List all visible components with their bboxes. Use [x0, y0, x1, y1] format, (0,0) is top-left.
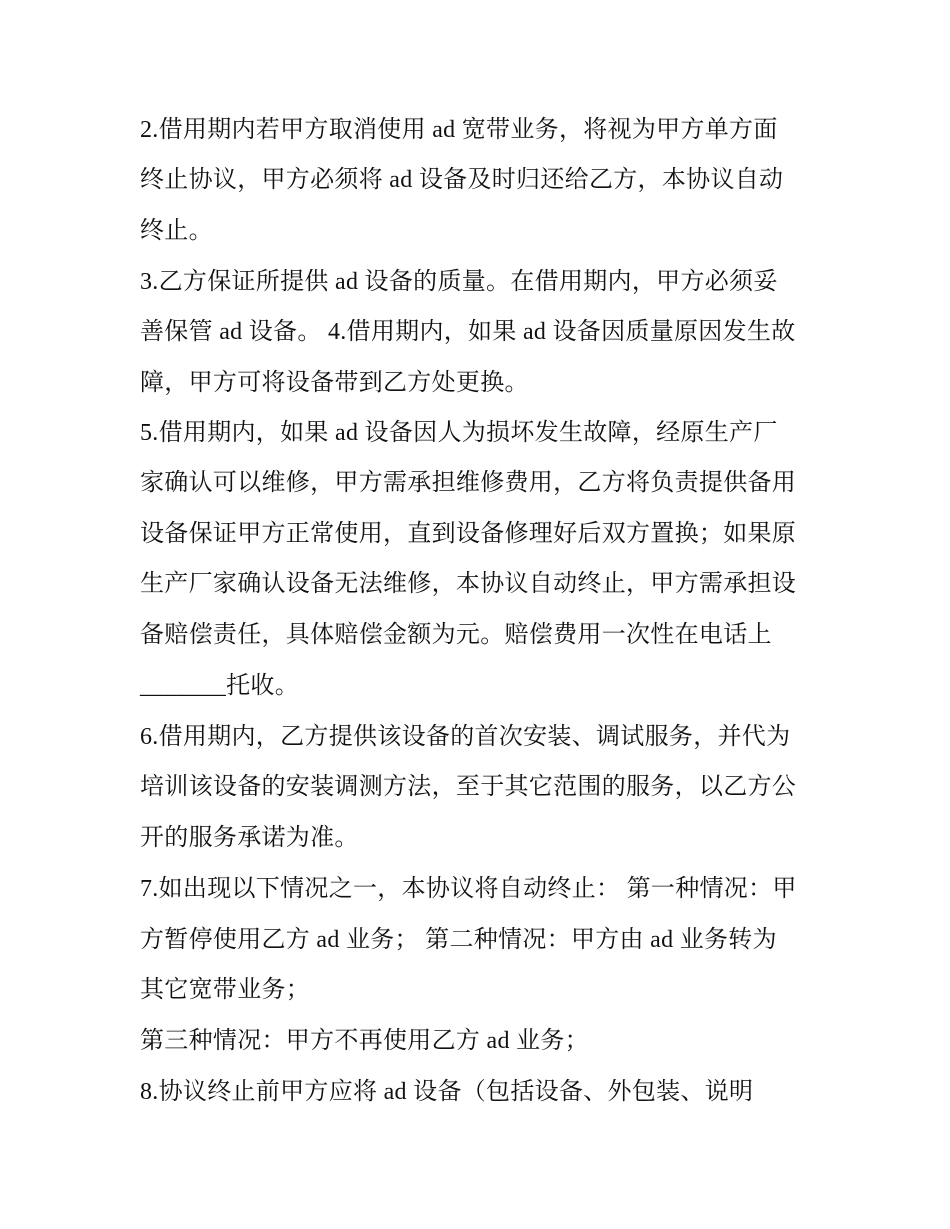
text-line: 8.协议终止前甲方应将 ad 设备（包括设备、外包装、说明 [140, 1079, 754, 1105]
text-line: 障，甲方可将设备带到乙方处更换。 [140, 370, 529, 396]
text-line: 2.借用期内若甲方取消使用 ad 宽带业务，将视为甲方单方面 [140, 117, 778, 143]
text-line: 方暂停使用乙方 ad 业务； 第二种情况：甲方由 ad 业务转为 [140, 927, 777, 953]
text-line: 设备保证甲方正常使用，直到设备修理好后双方置换；如果原 [140, 521, 797, 547]
text-line: 3.乙方保证所提供 ad 设备的质量。在借用期内，甲方必须妥 [140, 269, 778, 295]
text-line: 其它宽带业务； [140, 977, 311, 1003]
text-line: 第三种情况：甲方不再使用乙方 ad 业务； [140, 1028, 589, 1054]
text-line: 培训该设备的安装调测方法，至于其它范围的服务，以乙方公 [140, 774, 797, 800]
text-line: 家确认可以维修，甲方需承担维修费用，乙方将负责提供备用 [140, 470, 797, 496]
text-line: 6.借用期内，乙方提供该设备的首次安装、调试服务，并代为 [140, 724, 791, 750]
text-line: 终止协议，甲方必须将 ad 设备及时归还给乙方，本协议自动 [140, 167, 784, 193]
text-line: 终止。 [140, 218, 213, 244]
text-line: 5.借用期内，如果 ad 设备因人为损坏发生故障，经原生产厂 [140, 420, 778, 446]
text-line: 善保管 ad 设备。 4.借用期内，如果 ad 设备因质量原因发生故 [140, 319, 796, 345]
text-line: 7.如出现以下情况之一，本协议将自动终止： 第一种情况：甲 [140, 876, 797, 902]
text-line: _______托收。 [140, 673, 299, 699]
text-line: 开的服务承诺为准。 [140, 825, 359, 851]
text-line: 生产厂家确认设备无法维修，本协议自动终止，甲方需承担设 [140, 571, 797, 597]
text-line: 备赔偿责任，具体赔偿金额为元。赔偿费用一次性在电话上 [140, 622, 772, 648]
